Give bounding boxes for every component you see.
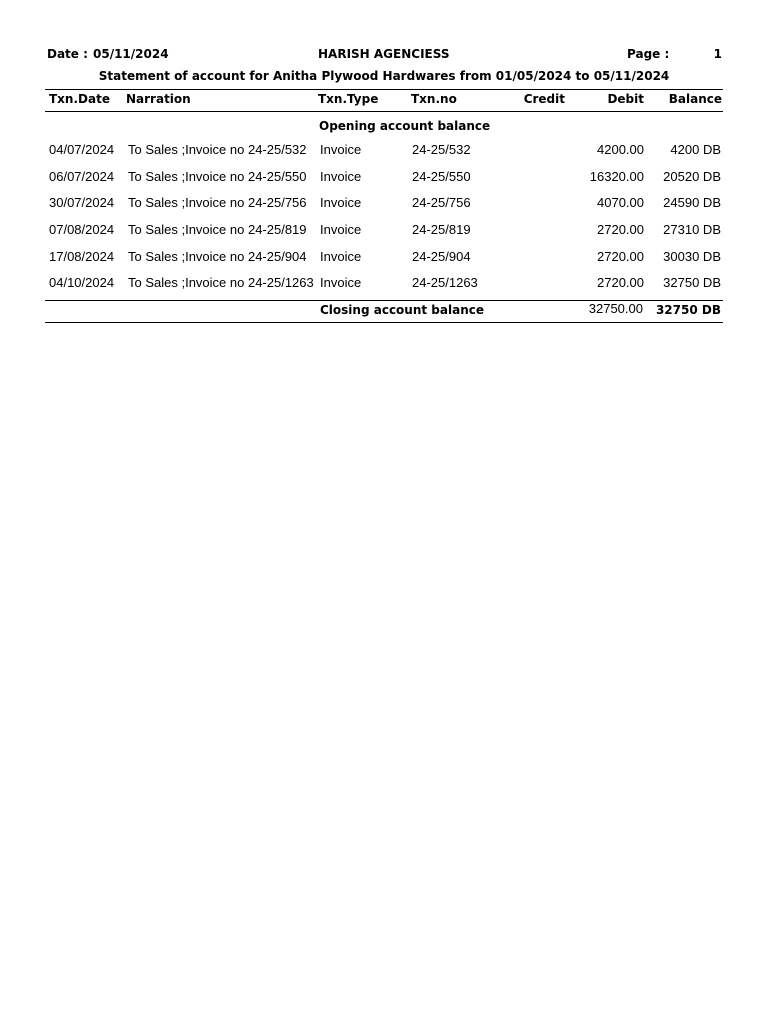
statement-title: Statement of account for Anitha Plywood Hardwares from 01/05/2024 to 05/11/2024 [98, 69, 670, 83]
txn-no: 24-25/1263 [412, 275, 478, 290]
txn-date: 06/07/2024 [49, 169, 115, 184]
txn-type: Invoice [320, 195, 362, 210]
txn-narration: To Sales ;Invoice no 24-25/532 [128, 142, 307, 157]
closing-balance-value: 32750 DB [655, 303, 721, 317]
txn-debit: 2720.00 [597, 249, 644, 264]
header-top-rule [45, 89, 723, 90]
txn-type: Invoice [320, 275, 362, 290]
txn-date: 04/10/2024 [49, 275, 115, 290]
txn-no: 24-25/904 [412, 249, 471, 264]
txn-debit: 4070.00 [597, 195, 644, 210]
opening-balance-label: Opening account balance [319, 119, 491, 133]
column-header-debit: Debit [607, 92, 644, 106]
closing-debit-total: 32750.00 [588, 301, 643, 316]
closing-bottom-rule [45, 322, 723, 323]
txn-debit: 2720.00 [597, 275, 644, 290]
company-name: HARISH AGENCIESS [318, 47, 450, 61]
date-label: Date : [47, 47, 88, 61]
txn-type: Invoice [320, 249, 362, 264]
txn-date: 04/07/2024 [49, 142, 115, 157]
txn-balance: 20520 DB [663, 169, 721, 184]
txn-balance: 24590 DB [663, 195, 721, 210]
txn-narration: To Sales ;Invoice no 24-25/1263 [128, 275, 314, 290]
txn-debit: 2720.00 [597, 222, 644, 237]
txn-date: 17/08/2024 [49, 249, 115, 264]
txn-balance: 4200 DB [670, 142, 721, 157]
page-number: 1 [713, 47, 722, 61]
txn-type: Invoice [320, 169, 362, 184]
txn-debit: 16320.00 [589, 169, 644, 184]
txn-date: 30/07/2024 [49, 195, 115, 210]
txn-debit: 4200.00 [597, 142, 644, 157]
closing-balance-label: Closing account balance [320, 303, 484, 317]
txn-no: 24-25/532 [412, 142, 471, 157]
txn-type: Invoice [320, 142, 362, 157]
txn-narration: To Sales ;Invoice no 24-25/756 [128, 195, 307, 210]
txn-no: 24-25/756 [412, 195, 471, 210]
report-date: 05/11/2024 [93, 47, 169, 61]
txn-narration: To Sales ;Invoice no 24-25/904 [128, 249, 307, 264]
page-label: Page : [627, 47, 670, 61]
column-header-narration: Narration [126, 92, 191, 106]
txn-balance: 27310 DB [663, 222, 721, 237]
header-bottom-rule [45, 111, 723, 112]
txn-date: 07/08/2024 [49, 222, 115, 237]
column-header-type: Txn.Type [318, 92, 379, 106]
column-header-date: Txn.Date [49, 92, 110, 106]
txn-narration: To Sales ;Invoice no 24-25/550 [128, 169, 307, 184]
txn-balance: 30030 DB [663, 249, 721, 264]
txn-narration: To Sales ;Invoice no 24-25/819 [128, 222, 307, 237]
txn-balance: 32750 DB [663, 275, 721, 290]
txn-type: Invoice [320, 222, 362, 237]
column-header-no: Txn.no [411, 92, 457, 106]
txn-no: 24-25/819 [412, 222, 471, 237]
column-header-credit: Credit [523, 92, 565, 106]
txn-no: 24-25/550 [412, 169, 471, 184]
column-header-balance: Balance [668, 92, 722, 106]
